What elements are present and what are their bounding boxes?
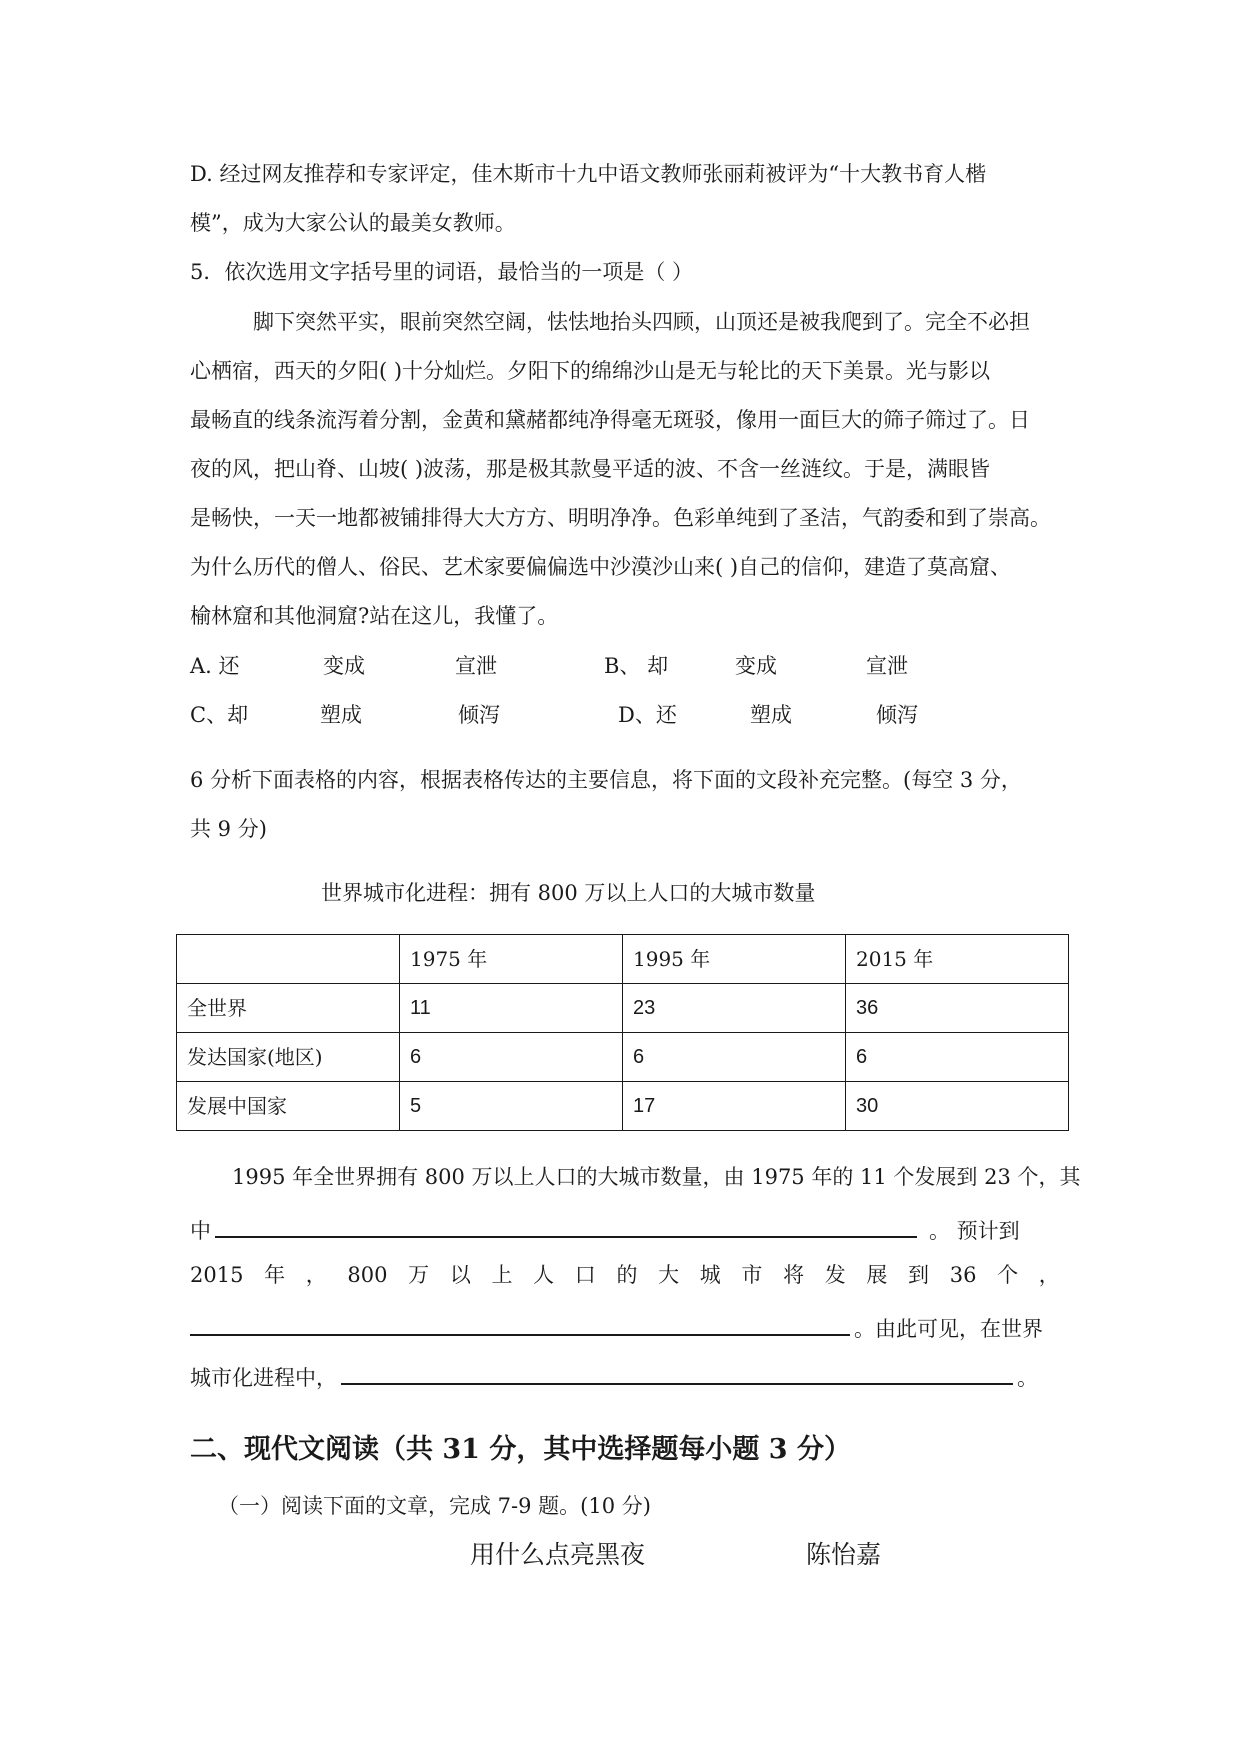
fill-line3-token: 将 xyxy=(783,1263,805,1287)
q5-passage-line: 脚下突然平实，眼前突然空阔，怯怯地抬头四顾，山顶还是被我爬到了。完全不必担 xyxy=(253,310,1030,334)
table-cell: 5 xyxy=(400,1082,623,1131)
fill-line5 xyxy=(190,1363,1038,1389)
fill-line3-token: 城 xyxy=(699,1263,721,1287)
q6-stem-line1: 6 分析下面表格的内容，根据表格传达的主要信息，将下面的文段补充完整。(每空 3 分， xyxy=(190,768,1022,792)
fill-line3-token: 人 xyxy=(533,1263,555,1287)
q5-option-d-word2: 塑成 xyxy=(750,703,792,727)
fill-line5-end: 。 xyxy=(1017,1366,1038,1390)
q5-passage-line: 最畅直的线条流泻着分割，金黄和黛赭都纯净得毫无斑驳，像用一面巨大的筛子筛过了。日 xyxy=(190,408,1030,432)
q5-passage-line: 榆林窟和其他洞窟?站在这儿，我懂了。 xyxy=(190,604,559,628)
q5-option-b-word3: 宣泄 xyxy=(866,654,908,678)
q5-option-d-word3: 倾泻 xyxy=(876,703,918,727)
table-cell: 发达国家(地区) xyxy=(177,1033,400,1082)
city-count-table xyxy=(176,934,1069,1131)
q4-option-d-line2: 模”，成为大家公认的最美女教师。 xyxy=(190,211,516,235)
q6-stem-line2: 共 9 分) xyxy=(190,817,267,841)
fill-line3-token: 到 xyxy=(908,1263,930,1287)
section-heading: 二、现代文阅读（共 31 分，其中选择题每小题 3 分） xyxy=(190,1434,851,1465)
fill-line3-token: 个 xyxy=(997,1263,1019,1287)
fill-line3-token: 年 xyxy=(264,1263,286,1287)
fill-line3 xyxy=(190,1265,1060,1286)
article-title: 用什么点亮黑夜 xyxy=(470,1540,646,1569)
fill-line3-token: ， xyxy=(1038,1263,1060,1287)
table-cell: 36 xyxy=(846,984,1069,1033)
table-header-row xyxy=(177,935,1069,984)
table-cell: 11 xyxy=(400,984,623,1033)
answer-blank-2[interactable] xyxy=(190,1314,850,1336)
fill-line3-token: 以 xyxy=(449,1263,471,1287)
table-cell: 6 xyxy=(846,1033,1069,1082)
q5-option-a-letter: A. 还 xyxy=(190,654,240,678)
fill-line3-token: 口 xyxy=(574,1263,596,1287)
article-author: 陈怡嘉 xyxy=(806,1540,882,1569)
fill-line3-token: 的 xyxy=(616,1263,638,1287)
fill-line3-token: 2015 xyxy=(190,1263,244,1287)
table-cell: 23 xyxy=(623,984,846,1033)
fill-line3-token: 上 xyxy=(491,1263,513,1287)
fill-line3-token: 市 xyxy=(741,1263,763,1287)
table-cell: 30 xyxy=(846,1082,1069,1131)
table-header-cell: 1995 年 xyxy=(623,935,846,984)
q5-option-a-word2: 变成 xyxy=(323,654,365,678)
q5-stem: 5．依次选用文字括号里的词语，最恰当的一项是（ ） xyxy=(190,260,694,284)
fill-line3-token: 大 xyxy=(658,1263,680,1287)
table-cell: 6 xyxy=(623,1033,846,1082)
q5-option-c-letter: C、却 xyxy=(190,703,249,727)
table-row xyxy=(177,984,1069,1033)
fill-line5-start: 城市化进程中， xyxy=(190,1366,337,1390)
q5-option-c-word3: 倾泻 xyxy=(458,703,500,727)
q5-passage-line: 为什么历代的僧人、俗民、艺术家要偏偏选中沙漠沙山来( )自己的信仰，建造了莫高窟、 xyxy=(190,555,1012,579)
table-header-cell xyxy=(177,935,400,984)
q5-option-c-word2: 塑成 xyxy=(320,703,362,727)
table-cell: 17 xyxy=(623,1082,846,1131)
table-cell: 全世界 xyxy=(177,984,400,1033)
q5-option-a-word3: 宣泄 xyxy=(455,654,497,678)
q5-option-b-letter: B、 却 xyxy=(604,654,669,678)
fill-line4-end: 。由此可见，在世界 xyxy=(854,1317,1043,1341)
section-subheading: （一）阅读下面的文章，完成 7-9 题。(10 分) xyxy=(218,1494,651,1518)
fill-line2-end: 。 预计到 xyxy=(929,1219,1020,1243)
table-row xyxy=(177,1033,1069,1082)
fill-line4 xyxy=(190,1314,1043,1340)
fill-line3-token: 36 xyxy=(949,1263,977,1287)
fill-line3-token: 展 xyxy=(866,1263,888,1287)
fill-line3-token: ， xyxy=(305,1263,327,1287)
fill-line2 xyxy=(190,1216,1020,1242)
fill-line3-token: 800 xyxy=(347,1263,388,1287)
q5-option-b-word2: 变成 xyxy=(735,654,777,678)
table-header-cell: 1975 年 xyxy=(400,935,623,984)
q5-passage-line: 是畅快，一天一地都被铺排得大大方方、明明净净。色彩单纯到了圣洁，气韵委和到了崇高。 xyxy=(190,506,1051,530)
q4-option-d-line1: D. 经过网友推荐和专家评定，佳木斯市十九中语文教师张丽莉被评为“十大教书育人楷 xyxy=(190,162,987,186)
fill-line2-start: 中 xyxy=(190,1219,211,1243)
table-header-cell: 2015 年 xyxy=(846,935,1069,984)
q5-option-d-letter: D、还 xyxy=(618,703,677,727)
table-cell: 6 xyxy=(400,1033,623,1082)
q5-passage-line: 夜的风，把山脊、山坡( )波荡，那是极其款曼平适的波、不含一丝涟纹。于是，满眼皆 xyxy=(190,457,991,481)
table-row xyxy=(177,1082,1069,1131)
table-cell: 发展中国家 xyxy=(177,1082,400,1131)
answer-blank-1[interactable] xyxy=(215,1216,917,1238)
fill-line3-token: 万 xyxy=(408,1263,430,1287)
fill-line3-token: 发 xyxy=(824,1263,846,1287)
table-title: 世界城市化进程：拥有 800 万以上人口的大城市数量 xyxy=(321,881,816,905)
fill-line1: 1995 年全世界拥有 800 万以上人口的大城市数量，由 1975 年的 11 个发展到 23 个，其 xyxy=(232,1165,1081,1189)
answer-blank-3[interactable] xyxy=(341,1363,1013,1385)
q5-passage-line: 心栖宿，西天的夕阳( )十分灿烂。夕阳下的绵绵沙山是无与轮比的天下美景。光与影以 xyxy=(190,359,991,383)
